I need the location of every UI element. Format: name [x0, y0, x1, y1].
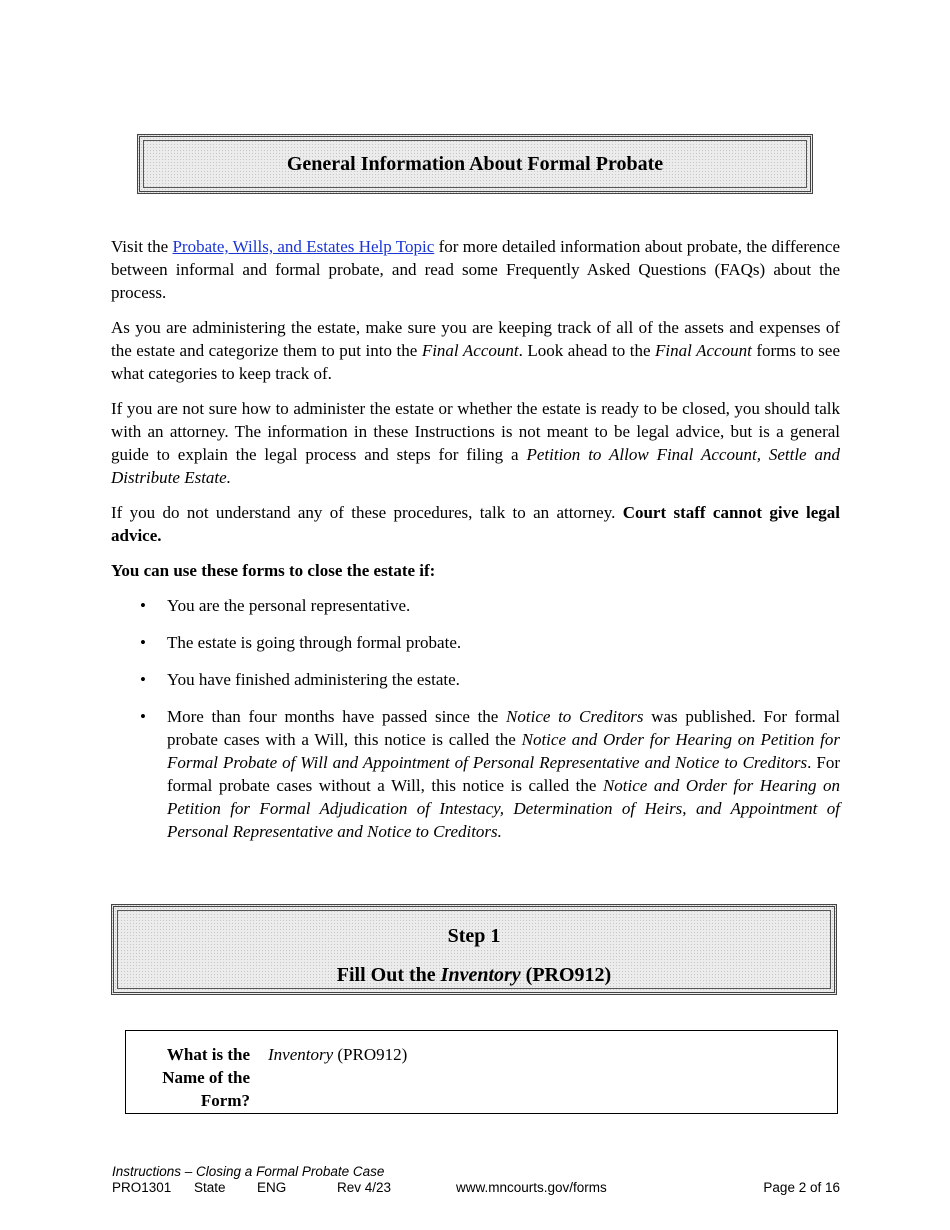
section-header-inner-border [143, 140, 807, 188]
section-header-box [137, 134, 813, 194]
footer-language: ENG [257, 1180, 287, 1195]
form-name-table [125, 1030, 838, 1114]
step-title: Step 1 [447, 925, 501, 947]
list-item: • You have finished administering the estate. [140, 670, 460, 689]
page-footer [112, 1164, 840, 1196]
bullet-icon: • [140, 707, 146, 726]
bullet-icon: • [140, 670, 146, 689]
step-header-box [111, 904, 837, 995]
body-text [111, 235, 840, 857]
footer-revision: Rev 4/23 [337, 1180, 392, 1195]
list-item: • You are the personal representative. [140, 596, 411, 615]
footer-row [112, 1180, 840, 1196]
intro-paragraph-4: If you do not understand any of these procedures, talk to an attorney. Court staff cannot give legal advice. [111, 503, 840, 545]
bullet-icon: • [140, 596, 146, 615]
list-item: • More than four months have passed since the Notice to Creditors was published. For formal probate cases with a Will, this notice is called the Notice and Order for Hearing on Petition for Formal Probate of Will and Appointment of Personal Representative and Notice to Creditors. For formal probate cases without a Will, this notice is called the Notice and Order for Hearing on Petition for Formal Adjudication of Intestacy, Determination of Heirs, and Appointment of Personal Representative and Notice to Creditors. [140, 707, 840, 841]
step-subtitle: Fill Out the Inventory (PRO912) [336, 964, 612, 986]
section-title: General Information About Formal Probate [286, 153, 664, 175]
conditions-list [111, 594, 840, 843]
footer-state: State [194, 1180, 226, 1195]
form-name-label: What is the Name of the Form? [162, 1045, 250, 1110]
help-topic-link[interactable]: Probate, Wills, and Estates Help Topic [172, 237, 435, 256]
list-item: • The estate is going through formal probate. [140, 633, 462, 652]
intro-paragraph-1: Visit the Probate, Wills, and Estates Help Topic for more detailed information about probate, the difference between informal and formal probate, and read some Frequently Asked Questions (FAQs) about the process. [111, 237, 841, 302]
intro-paragraph-3: If you are not sure how to administer the estate or whether the estate is ready to be closed, you should talk with an attorney. The information in these Instructions is not meant to be legal advice, but is a general guide to explain the legal process and steps for filing a Petition to Allow Final Account, Settle and Distribute Estate. [111, 399, 841, 487]
bullet-icon: • [140, 633, 146, 652]
forms-conditions-label: You can use these forms to close the estate if: [111, 561, 436, 580]
form-name-value: Inventory (PRO912) [268, 1045, 408, 1064]
footer-url[interactable]: www.mncourts.gov/forms [456, 1180, 607, 1195]
footer-page-number: Page 2 of 16 [763, 1180, 840, 1195]
footer-title: Instructions – Closing a Formal Probate Case [112, 1164, 385, 1179]
intro-paragraph-2: As you are administering the estate, make sure you are keeping track of all of the assets and expenses of the estate and categorize them to put into the Final Account. Look ahead to the Final Account forms to see what categories to keep track of. [111, 318, 841, 383]
footer-form-code: PRO1301 [112, 1180, 172, 1195]
